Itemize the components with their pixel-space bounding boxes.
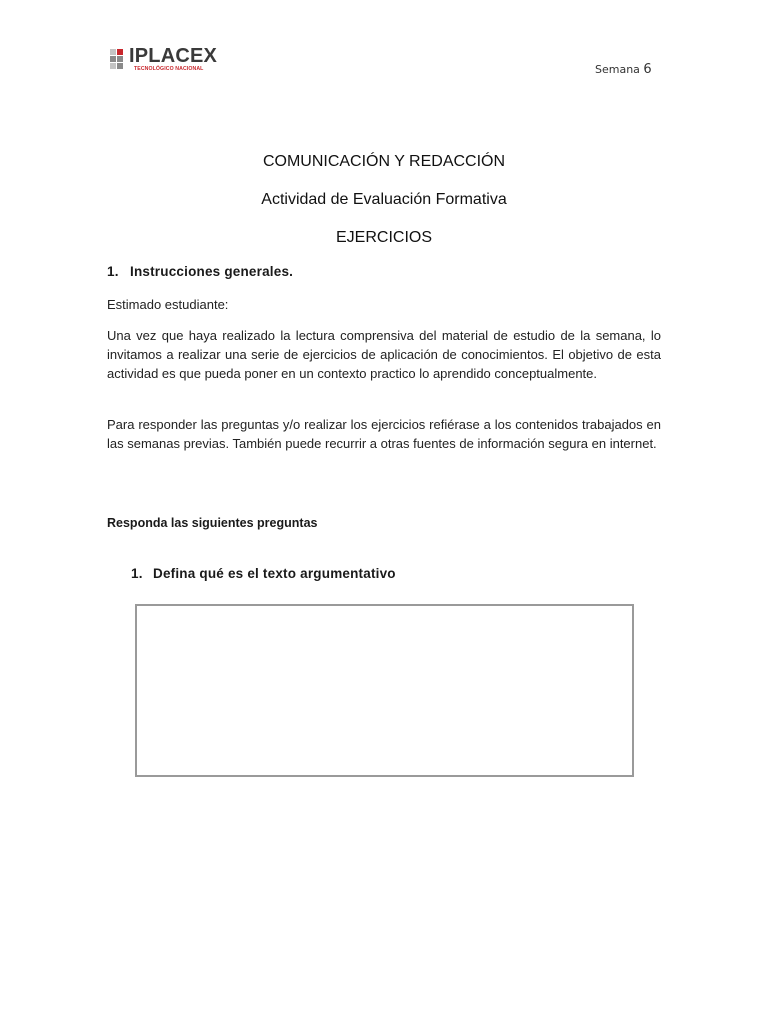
question-1-text: Defina qué es el texto argumentativo — [153, 566, 396, 581]
instructions-paragraph-2: Para responder las preguntas y/o realizar los ejercicios refiérase a los contenidos trabajados en las semanas previas. También puede recurrir a otras fuentes de información segura en internet. — [107, 417, 661, 451]
question-1-number: 1. — [131, 566, 143, 581]
section-title: EJERCICIOS — [335, 229, 432, 246]
instructions-heading — [107, 264, 293, 279]
instructions-paragraph-1: Una vez que haya realizado la lectura comprensiva del material de estudio de la semana, lo invitamos a realizar una serie de ejercicios de aplicación de conocimientos. El objetivo de esta actividad es que pueda poner en un contexto practico lo aprendido conceptualmente. — [107, 328, 661, 381]
answer-box-1[interactable] — [135, 604, 634, 777]
question-1 — [131, 566, 396, 581]
activity-title: Actividad de Evaluación Formativa — [261, 191, 507, 208]
questions-heading: Responda las siguientes preguntas — [107, 516, 318, 530]
course-title: COMUNICACIÓN Y REDACCIÓN — [262, 153, 506, 170]
week-number: 6 — [643, 62, 652, 77]
week-indicator — [595, 62, 652, 77]
iplacex-logo — [110, 47, 230, 75]
week-label: Semana — [595, 63, 640, 76]
logo-subtitle: TECNOLÓGICO NACIONAL — [134, 66, 204, 72]
greeting: Estimado estudiante: — [107, 297, 229, 312]
logo-squares-icon — [110, 49, 130, 69]
instructions-heading-text: Instrucciones generales. — [130, 264, 294, 279]
instructions-number: 1. — [107, 264, 119, 279]
logo-text: IPLACEX — [129, 45, 218, 67]
